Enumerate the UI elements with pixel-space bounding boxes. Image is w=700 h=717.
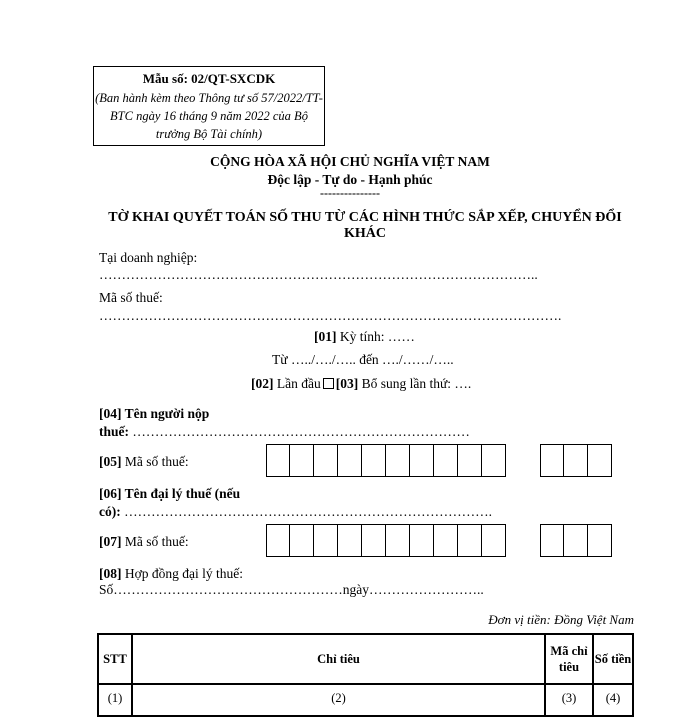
digit-box[interactable] (458, 444, 482, 477)
digit-box[interactable] (386, 444, 410, 477)
agent-tax-code-boxes[interactable] (266, 524, 506, 557)
period-code: [01] (314, 329, 337, 344)
form-issued-note: (Ban hành kèm theo Thông tư số 57/2022/TT-BTC ngày 16 tháng 9 năm 2022 của Bộ trưởng Bộ Tài chính) (95, 91, 323, 141)
contract-row (99, 566, 243, 582)
form-code: Mẫu số: 02/QT-SXCDK (142, 71, 276, 86)
form-code-box (93, 66, 325, 146)
taxpayer-name-row (99, 424, 470, 440)
agent-name-row (99, 504, 492, 520)
digit-box[interactable] (362, 524, 386, 557)
supplement-label[interactable]: Bổ sung lần thứ: …. (361, 376, 472, 391)
digit-box[interactable] (540, 444, 564, 477)
digit-box[interactable] (410, 524, 434, 557)
digit-box[interactable] (338, 444, 362, 477)
table-numbering-row (98, 684, 633, 716)
header-amount: Số tiền (593, 634, 633, 684)
digit-box[interactable] (290, 444, 314, 477)
col-number-3: (3) (545, 684, 593, 716)
contract-number-date-line[interactable]: Số……………………………………………ngày…………………….. (99, 582, 484, 597)
digit-box[interactable] (434, 444, 458, 477)
supplement-code: [03] (335, 376, 359, 391)
taxpayer-tax-code-row (99, 454, 189, 470)
header-indicator: Chỉ tiêu (132, 634, 545, 684)
period-range[interactable]: Từ …../…./….. đến …./……/….. (272, 352, 454, 367)
period-label[interactable]: Kỳ tính: …… (339, 329, 415, 344)
digit-box[interactable] (588, 444, 612, 477)
agent-name-label: [06] Tên đại lý thuế (nếu (99, 486, 241, 501)
first-time-label: Lần đầu (276, 376, 321, 391)
first-time-checkbox[interactable] (323, 378, 334, 389)
col-number-1: (1) (98, 684, 132, 716)
tax-code-label: Mã số thuế: (99, 290, 163, 305)
digit-box[interactable] (482, 524, 506, 557)
taxpayer-tax-code-boxes[interactable] (266, 444, 506, 477)
digit-box[interactable] (338, 524, 362, 557)
header-stt: STT (98, 634, 132, 684)
digit-box[interactable] (458, 524, 482, 557)
period-row (314, 329, 415, 345)
digit-box[interactable] (482, 444, 506, 477)
digit-box[interactable] (540, 524, 564, 557)
digit-box[interactable] (314, 444, 338, 477)
motto: Độc lập - Tự do - Hạnh phúc (267, 172, 433, 187)
digit-box[interactable] (290, 524, 314, 557)
form-title: TỜ KHAI QUYẾT TOÁN SỐ THU TỪ CÁC HÌNH THỨC SẮP XẾP, CHUYỂN ĐỔI KHÁC (108, 210, 622, 241)
col-number-4: (4) (593, 684, 633, 716)
contract-code: [08] (99, 566, 122, 581)
settlement-table (97, 633, 634, 717)
taxpayer-name-label: [04] Tên người nộp (99, 406, 210, 421)
enterprise-label: Tại doanh nghiệp: (99, 250, 198, 265)
digit-box[interactable] (410, 444, 434, 477)
digit-box[interactable] (588, 524, 612, 557)
digit-box[interactable] (362, 444, 386, 477)
digit-box[interactable] (564, 444, 588, 477)
agent-name-label-cont: có): (99, 504, 121, 519)
enterprise-input-line[interactable]: …………………………………………………………………………………….. (99, 267, 538, 282)
taxpayer-branch-code-boxes[interactable] (540, 444, 612, 477)
nation-heading: CỘNG HÒA XÃ HỘI CHỦ NGHĨA VIỆT NAM (210, 154, 490, 169)
table-header-row (98, 634, 633, 684)
digit-box[interactable] (564, 524, 588, 557)
tax-code-input-line[interactable]: …………………………………………………………………………………………. (99, 308, 562, 323)
agent-branch-code-boxes[interactable] (540, 524, 612, 557)
digit-box[interactable] (434, 524, 458, 557)
first-time-code: [02] (251, 376, 274, 391)
header-indicator-code: Mã chỉ tiêu (545, 634, 593, 684)
motto-separator: --------------- (320, 186, 380, 200)
digit-box[interactable] (314, 524, 338, 557)
taxpayer-name-input-line[interactable]: ………………………………………………………………… (132, 424, 470, 439)
currency-unit: Đơn vị tiền: Đồng Việt Nam (488, 612, 634, 627)
digit-box[interactable] (266, 524, 290, 557)
contract-label: Hợp đồng đại lý thuế: (124, 566, 243, 581)
taxpayer-name-label-cont: thuế: (99, 424, 129, 439)
taxpayer-tax-code-label: Mã số thuế: (124, 454, 189, 469)
agent-tax-code-number: [07] (99, 534, 122, 549)
digit-box[interactable] (386, 524, 410, 557)
digit-box[interactable] (266, 444, 290, 477)
agent-name-input-line[interactable]: ………………………………………………………………………. (124, 504, 492, 519)
submission-type-row (251, 376, 471, 392)
taxpayer-tax-code-number: [05] (99, 454, 122, 469)
agent-tax-code-label: Mã số thuế: (124, 534, 189, 549)
agent-tax-code-row (99, 534, 189, 550)
col-number-2: (2) (132, 684, 545, 716)
